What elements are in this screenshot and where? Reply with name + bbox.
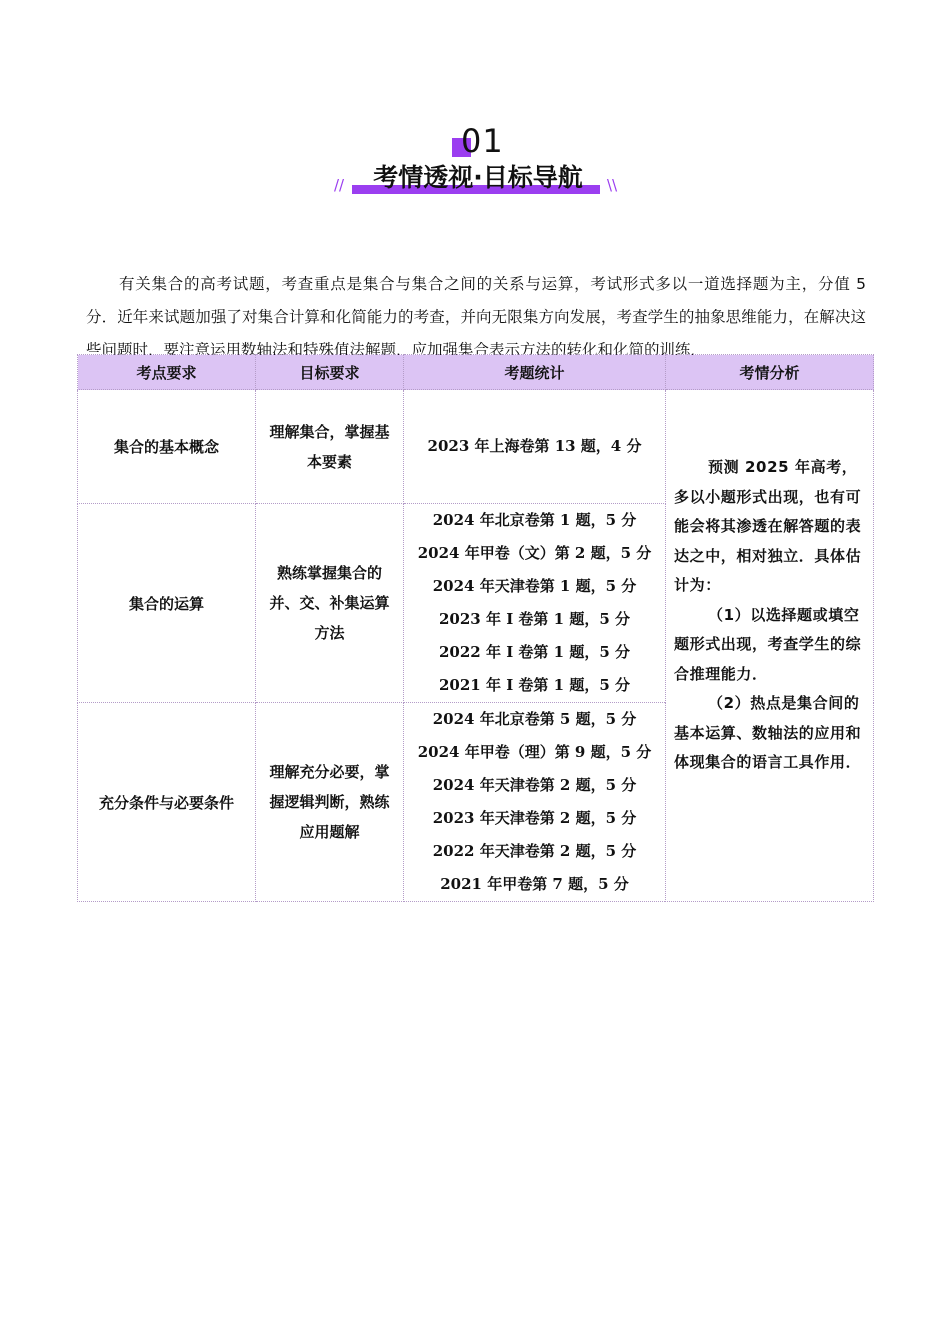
section-banner xyxy=(0,118,950,208)
table-header-row xyxy=(78,355,874,390)
stat-line: 2021 年甲卷第 7 题，5 分 xyxy=(440,875,629,893)
cell-analysis xyxy=(666,390,874,902)
slash-decoration-right: // xyxy=(607,176,618,194)
slash-decoration-left: // xyxy=(334,176,345,194)
cell-stats xyxy=(404,390,666,504)
cell-goal: 熟练掌握集合的并、交、补集运算方法 xyxy=(256,504,404,703)
header-point: 考点要求 xyxy=(78,355,256,390)
section-number-text: 01 xyxy=(461,122,504,160)
cell-goal: 理解集合，掌握基本要素 xyxy=(256,390,404,504)
stat-line: 2022 年 I 卷第 1 题，5 分 xyxy=(439,643,630,661)
stat-line: 2024 年甲卷（理）第 9 题，5 分 xyxy=(417,743,652,761)
analysis-paragraph: 预测 2025 年高考，多以小题形式出现，也有可能会将其渗透在解答题的表达之中，相对独立．具体估计为： xyxy=(674,458,862,595)
stat-line: 2024 年北京卷第 5 题，5 分 xyxy=(432,710,637,728)
analysis-paragraph: （1）以选择题或填空题形式出现，考查学生的综合推理能力． xyxy=(674,605,862,683)
stat-line: 2024 年天津卷第 1 题，5 分 xyxy=(432,577,637,595)
header-analysis: 考情分析 xyxy=(666,355,874,390)
cell-stats xyxy=(404,504,666,703)
stat-line: 2024 年甲卷（文）第 2 题，5 分 xyxy=(417,544,652,562)
cell-point: 集合的基本概念 xyxy=(78,390,256,504)
cell-point: 充分条件与必要条件 xyxy=(78,703,256,902)
cell-stats xyxy=(404,703,666,902)
header-stats: 考题统计 xyxy=(404,355,666,390)
stat-line: 2023 年天津卷第 2 题，5 分 xyxy=(432,809,637,827)
stat-line: 2021 年 I 卷第 1 题，5 分 xyxy=(439,676,630,694)
table-row xyxy=(78,390,874,504)
intro-paragraph: 有关集合的高考试题，考查重点是集合与集合之间的关系与运算，考试形式多以一道选择题为主，分值 5 分．近年来试题加强了对集合计算和化简能力的考查，并向无限集方向发展，考查学生的抽象思维能力，在解决这些问题时，要注意运用数轴法和特殊值法解题，应加强集合表示方法的转化和化简的训练． xyxy=(86,274,866,359)
cell-goal: 理解充分必要，掌握逻辑判断，熟练应用题解 xyxy=(256,703,404,902)
cell-point: 集合的运算 xyxy=(78,504,256,703)
stat-line: 2022 年天津卷第 2 题，5 分 xyxy=(432,842,637,860)
analysis-paragraph: （2）热点是集合间的基本运算、数轴法的应用和体现集合的语言工具作用． xyxy=(674,694,862,772)
header-goal: 目标要求 xyxy=(256,355,404,390)
stat-line: 2023 年 I 卷第 1 题，5 分 xyxy=(439,610,630,628)
stat-line: 2024 年北京卷第 1 题，5 分 xyxy=(432,511,637,529)
stat-line: 2024 年天津卷第 2 题，5 分 xyxy=(432,776,637,794)
exam-analysis-table xyxy=(77,354,874,902)
section-title: 考情透视·目标导航 xyxy=(373,163,583,192)
stat-line: 2023 年上海卷第 13 题，4 分 xyxy=(427,437,642,455)
